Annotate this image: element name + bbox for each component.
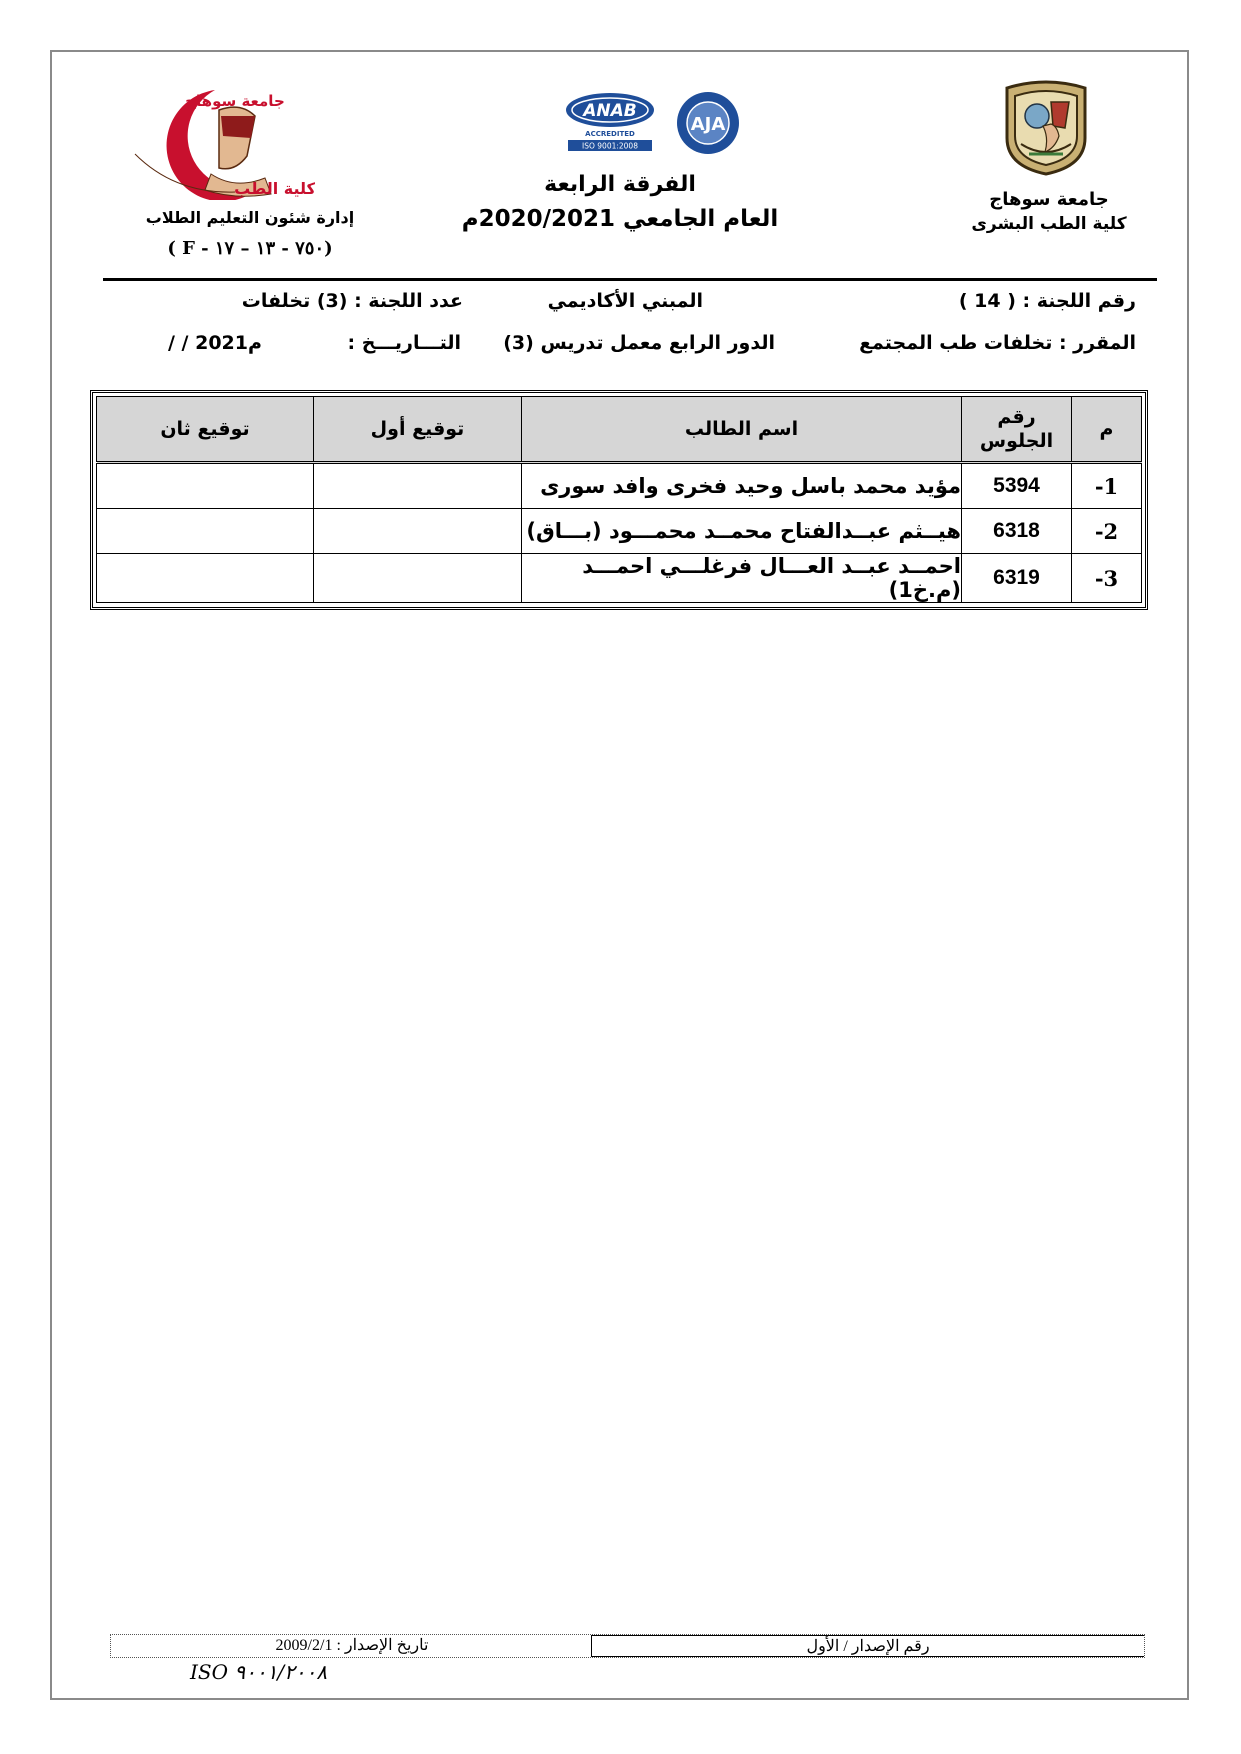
committee-number: رقم اللجنة : ( 14 )	[958, 290, 1136, 312]
faculty-name: كلية الطب البشرى	[971, 214, 1127, 234]
form-code: ( F - ٧٥٠ - ١٣ – ١٧)	[167, 238, 333, 259]
row-signature-second	[97, 554, 314, 603]
date-label: التـــاريـــخ :	[347, 332, 461, 354]
row-seat-number: 6318	[962, 509, 1072, 554]
aja-text: AJA	[690, 114, 726, 135]
row-student-name: هيــثم عبــدالفتاح محمــد محمـــود (بـــاق)	[522, 509, 962, 554]
col-header-sig2: توقيع ثان	[97, 397, 314, 463]
footer-box	[110, 1634, 1145, 1658]
table-row	[97, 509, 1142, 554]
grade-level: الفرقة الرابعة	[544, 172, 696, 197]
center-title-block	[420, 168, 820, 236]
row-student-name: احمــد عبــد العـــال فرغلـــي احمـــد (م.خ1)	[522, 554, 962, 603]
row-signature-first	[314, 463, 522, 509]
row-seat-number: 6319	[962, 554, 1072, 603]
faculty-of-medicine-logo	[115, 82, 315, 200]
students-table	[96, 396, 1142, 603]
left-logo-top-text: جامعة سوهاج	[185, 92, 285, 110]
aja-logo	[668, 90, 748, 156]
col-header-seat: رقم الجلوس	[962, 397, 1072, 463]
left-logo-bottom-text: كلية الطب	[234, 179, 315, 198]
row-signature-first	[314, 554, 522, 603]
anab-text: ANAB	[583, 101, 637, 121]
col-header-name: اسم الطالب	[522, 397, 962, 463]
issue-date: تاريخ الإصدار : 2009/2/1	[275, 1637, 429, 1654]
col-header-sig1: توقيع أول	[314, 397, 522, 463]
university-name: جامعة سوهاج	[989, 189, 1109, 210]
academic-year: العام الجامعي 2020/2021م	[461, 206, 779, 232]
table-header-row	[97, 397, 1142, 463]
iso-footer: ISO ٩٠٠١/٢٠٠٨	[190, 1660, 328, 1684]
row-student-name: مؤيد محمد باسل وحيد فخرى وافد سورى	[522, 463, 962, 509]
row-index: 1-	[1072, 463, 1142, 509]
admin-dept: إدارة شئون التعليم الطلاب	[145, 208, 355, 227]
anab-sub-text: ACCREDITED	[585, 130, 635, 138]
row-index: 2-	[1072, 509, 1142, 554]
table-row	[97, 554, 1142, 603]
row-index: 3-	[1072, 554, 1142, 603]
anab-iso-text: ISO 9001:2008	[582, 141, 638, 151]
students-table-frame	[90, 390, 1148, 610]
anab-logo	[560, 90, 660, 152]
building: المبني الأكاديمي	[547, 290, 703, 312]
row-signature-second	[97, 509, 314, 554]
row-signature-first	[314, 509, 522, 554]
university-name-block	[949, 188, 1149, 236]
row-seat-number: 5394	[962, 463, 1072, 509]
table-row	[97, 463, 1142, 509]
col-header-index: م	[1072, 397, 1142, 463]
header-divider	[103, 278, 1157, 281]
course: المقرر : تخلفات طب المجتمع	[859, 332, 1136, 354]
row-signature-second	[97, 463, 314, 509]
date-value: / / 2021م	[168, 332, 262, 354]
committee-count: عدد اللجنة : (3) تخلفات	[241, 290, 463, 312]
session: الدور الرابع معمل تدريس (3)	[503, 332, 775, 354]
issue-number: رقم الإصدار / الأول	[591, 1635, 1144, 1657]
sohag-university-seal-logo	[999, 78, 1093, 176]
